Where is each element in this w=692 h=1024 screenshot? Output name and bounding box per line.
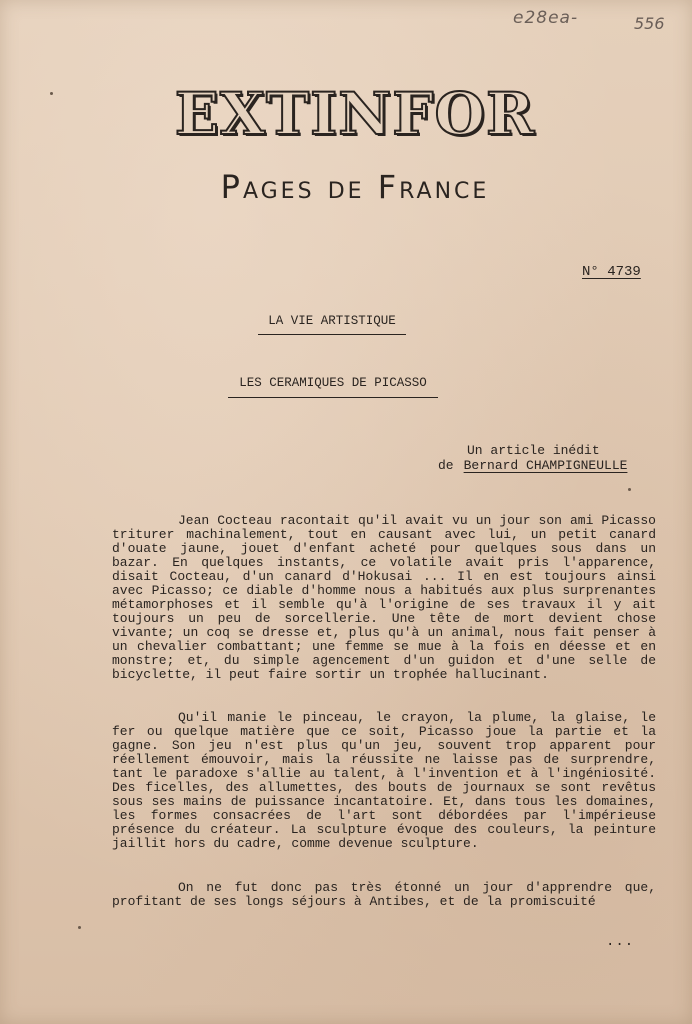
paragraph-1-text: Jean Cocteau racontait qu'il avait vu un jour son ami Picasso triturer machinalement, tout en causant avec lui, un petit canard d'ouate jaune, jouet d'enfant acheté pour quelques sous dans un bazar. En quelques instants, ce volatile avait pris l'apparence, disait Cocteau, d'un canard d'Hokusai ... Il en est toujours ainsi avec Picasso; ce diable d'homme nous a habitués aux plus surprenantes métamorphoses et il semble qu'à l'origine de ses travaux il y ait toujours un peu de sorcellerie. Une tête de mort devient chose vivante; un coq se dresse et, plus qu'à un animal, nous fait penser à un chevalier combattant; une femme se mue à la fois en déesse et en monstre; et, du simple agencement d'un guidon et d'une selle de bicyclette, il peut faire sortir un trophée hallucinant. xyxy=(112,513,656,682)
byline-line1: Un article inédit xyxy=(467,443,600,458)
paragraph-3 xyxy=(112,881,656,909)
masthead-subtitle: Pages de France xyxy=(220,168,490,206)
handwritten-page-number: 556 xyxy=(634,14,665,33)
paper-speck xyxy=(78,926,81,929)
byline-author: Bernard CHAMPIGNEULLE xyxy=(463,458,628,473)
paper-speck xyxy=(628,488,631,491)
article-title: LES CERAMIQUES DE PICASSO xyxy=(228,376,438,398)
continuation-mark: ... xyxy=(606,934,635,950)
paragraph-2-text: Qu'il manie le pinceau, le crayon, la plume, la glaise, le fer ou quelque matière que ce soit, Picasso joue la partie et la gagne. Son jeu n'est plus qu'un jeu, souvent trop apparent pour réellement émouvoir, mais la réussite ne laisse pas de surprendre, tant le paradoxe s'allie au talent, à l'invention et à l'ingéniosité. Des ficelles, des allumettes, des bouts de journaux se sont revêtus sous ses mains de puissance incantatoire. Et, dans tous les domaines, les formes consacrées de l'art sont débordées par l'impérieuse présence du créateur. La sculpture évoque des couleurs, la peinture jaillit hors du cadre, comme devenue sculpture. xyxy=(112,710,656,851)
section-title: LA VIE ARTISTIQUE xyxy=(258,314,406,335)
handwritten-reference: e28ea- xyxy=(513,8,579,28)
paragraph-1 xyxy=(112,514,656,682)
paragraph-3-text: On ne fut donc pas très étonné un jour d'apprendre que, profitant de ses longs séjours à Antibes, et de la promiscuité xyxy=(112,880,656,909)
punch-hole-mark xyxy=(50,92,53,95)
issue-number: N° 4739 xyxy=(582,264,641,280)
paragraph-2 xyxy=(112,711,656,851)
byline-author-line xyxy=(438,458,627,473)
byline-prefix: de xyxy=(438,458,454,473)
masthead-title: EXTINFOR xyxy=(174,80,536,148)
